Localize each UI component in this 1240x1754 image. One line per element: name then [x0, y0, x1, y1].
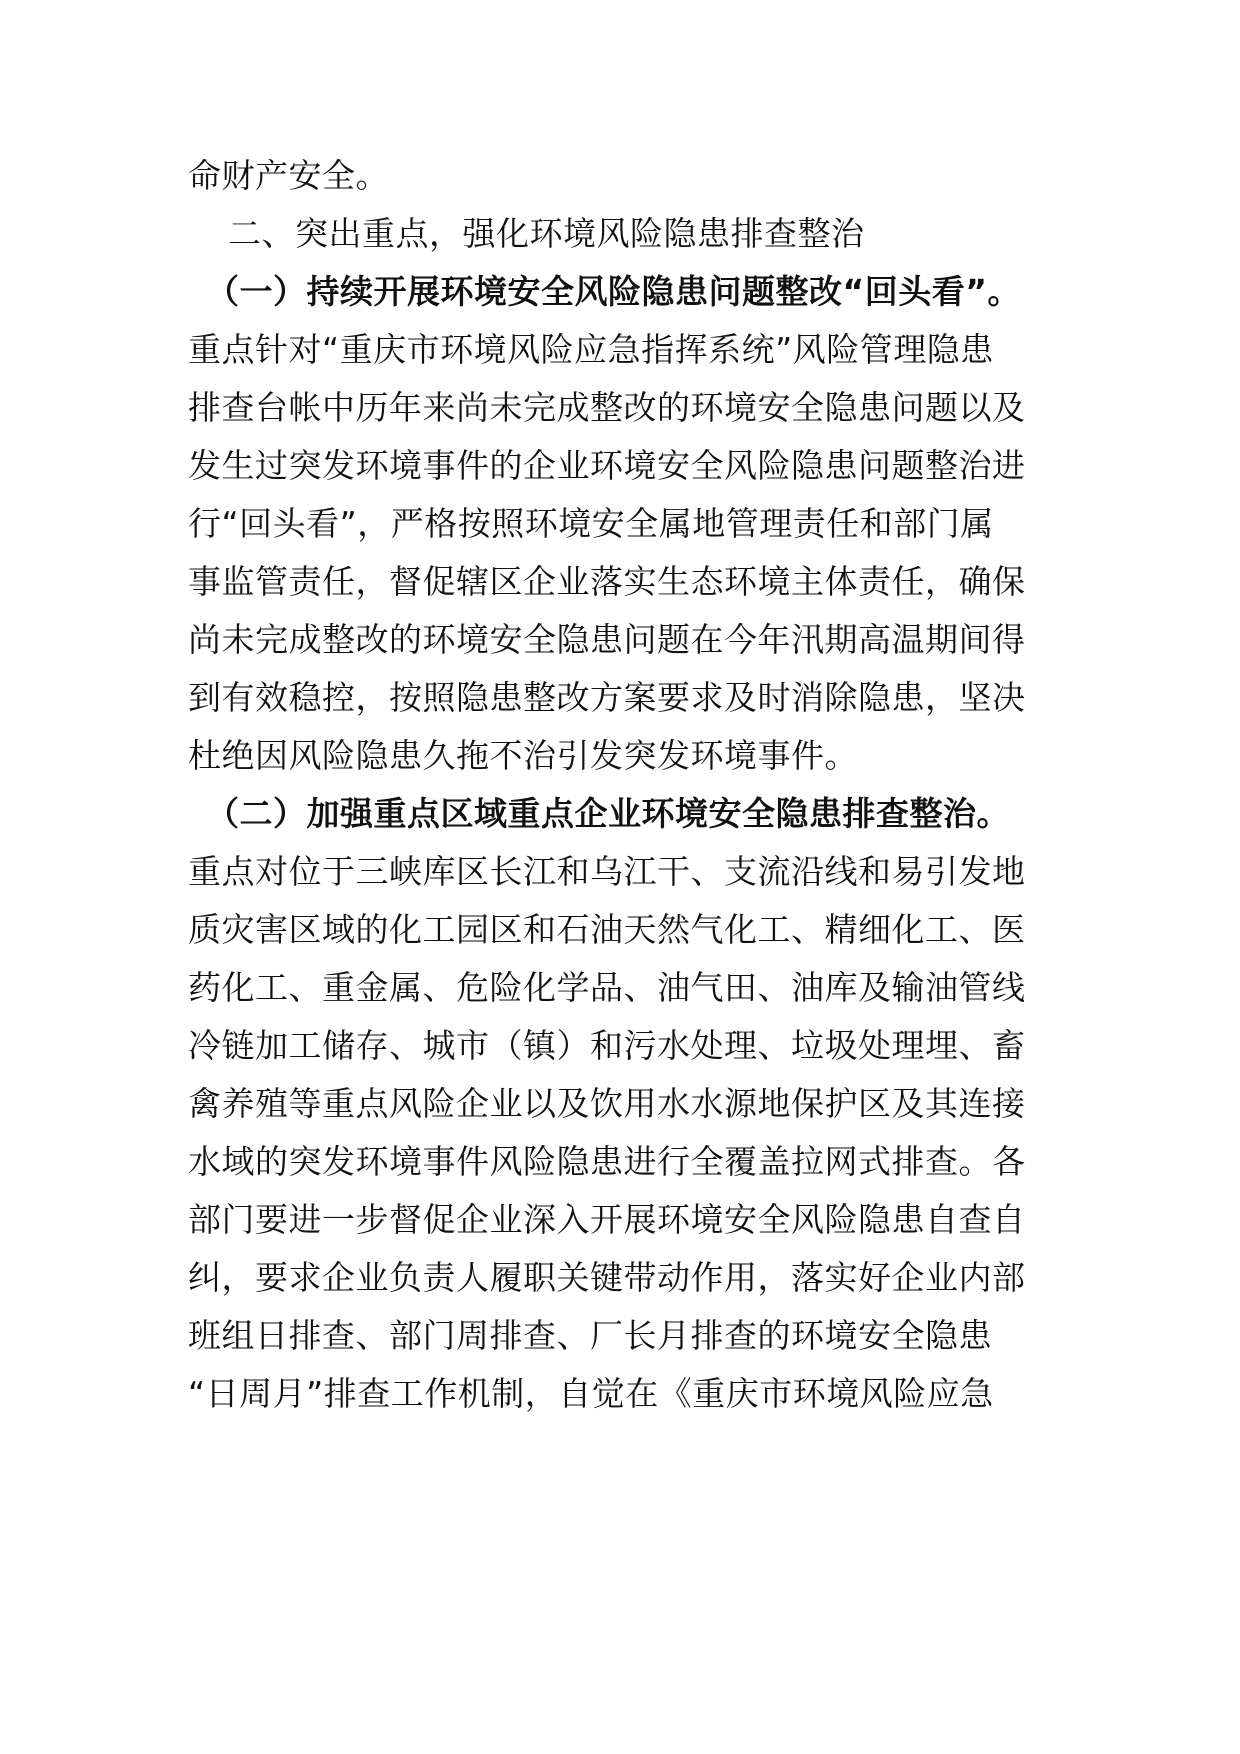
body-line: 重点针对“重庆市环境风险应急指挥系统”风险管理隐患: [188, 330, 994, 369]
body-line: 纠，要求企业负责人履职关键带动作用，落实好企业内部: [188, 1258, 1026, 1297]
body-line: 水域的突发环境事件风险隐患进行全覆盖拉网式排查。各: [188, 1142, 1026, 1181]
body-line: “日周月”排查工作机制，自觉在《重庆市环境风险应急: [188, 1374, 994, 1413]
body-line: 质灾害区域的化工园区和石油天然气化工、精细化工、医: [188, 910, 1026, 949]
subsection-heading: （一）持续开展环境安全风险隐患问题整改“回头看”。: [206, 272, 1021, 311]
body-line: 事监管责任，督促辖区企业落实生态环境主体责任，确保: [188, 562, 1026, 601]
body-line: 尚未完成整改的环境安全隐患问题在今年汛期高温期间得: [188, 620, 1026, 659]
body-line: 杜绝因风险隐患久拖不治引发突发环境事件。: [188, 736, 858, 775]
body-line: 药化工、重金属、危险化学品、油气田、油库及输油管线: [188, 968, 1026, 1007]
body-line: 排查台帐中历年来尚未完成整改的环境安全隐患问题以及: [188, 388, 1026, 427]
section-heading: 二、突出重点，强化环境风险隐患排查整治: [228, 214, 865, 253]
body-line: 重点对位于三峡库区长江和乌江干、支流沿线和易引发地: [188, 852, 1026, 891]
body-line: 命财产安全。: [188, 156, 389, 195]
body-line: 班组日排查、部门周排查、厂长月排查的环境安全隐患: [188, 1316, 992, 1355]
body-line: 禽养殖等重点风险企业以及饮用水水源地保护区及其连接: [188, 1084, 1026, 1123]
body-line: 到有效稳控，按照隐患整改方案要求及时消除隐患，坚决: [188, 678, 1026, 717]
body-line: 部门要进一步督促企业深入开展环境安全风险隐患自查自: [188, 1200, 1026, 1239]
body-line: 发生过突发环境事件的企业环境安全风险隐患问题整治进: [188, 446, 1026, 485]
body-line: 冷链加工储存、城市（镇）和污水处理、垃圾处理埋、畜: [188, 1026, 1026, 1065]
subsection-heading: （二）加强重点区域重点企业环境安全隐患排查整治。: [206, 794, 1010, 833]
body-line: 行“回头看”，严格按照环境安全属地管理责任和部门属: [188, 504, 994, 543]
